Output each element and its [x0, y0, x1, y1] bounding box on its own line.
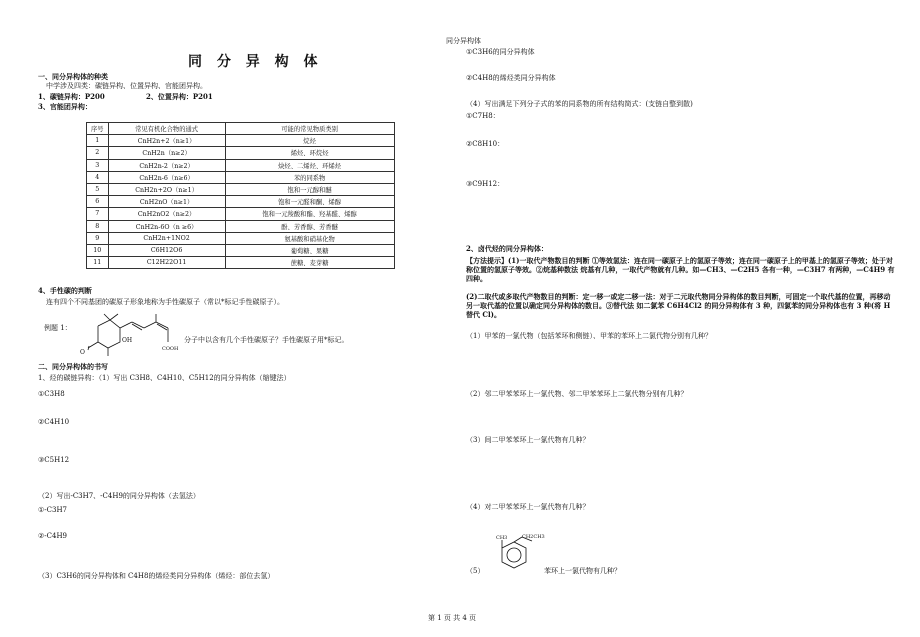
page-footer: 第 1 页 共 4 页: [428, 614, 477, 622]
table-cell: 烯烃、环烷烃: [225, 147, 394, 159]
table-header: 常见有机化合物的通式: [108, 123, 225, 135]
question-text: 1、烃的碳链异构：（1）写出 C3H8、C4H10、C5H12的同分异构体（缩键法）: [38, 374, 291, 382]
table-cell: CnH2n+1NO2: [108, 232, 225, 244]
question-item: ①C7H8：: [466, 112, 500, 120]
question-text: （3）间二甲苯苯环上一氯代物有几种？: [466, 436, 590, 444]
benzene-structure: [486, 534, 546, 582]
table-row: [87, 147, 395, 159]
question-text: （2）邻二甲苯苯环上一氯代物、邻二甲苯苯环上二氯代物分别有几种？: [466, 390, 688, 398]
table-row: [87, 135, 395, 147]
item-chiral: 4、手性碳的判断: [38, 286, 92, 295]
table-cell: 7: [87, 208, 109, 220]
table-cell: CnH2n+2（n≥1）: [108, 135, 225, 147]
example-label: 例题 1：: [44, 324, 72, 332]
table-cell: 8: [87, 220, 109, 232]
table-cell: 饱和一元醛和酮、烯醇: [225, 196, 394, 208]
table-cell: CnH2n-6O（n ≥6）: [108, 220, 225, 232]
table-cell: 蔗糖、麦芽糖: [225, 257, 394, 269]
question-item: ②C8H10：: [466, 140, 505, 148]
question-text: （4）写出满足下列分子式的苯的同系物的所有结构简式：(支链自整到散): [466, 100, 693, 108]
section-heading: 一、同分异构体的种类: [38, 72, 108, 81]
table-row: [87, 208, 395, 220]
item-position: 2、位置异构：P201: [146, 92, 213, 101]
chiral-text: 连有四个不同基团的碳原子形象地称为手性碳原子（常以*标记手性碳原子）。: [46, 298, 284, 306]
table-row: [87, 257, 395, 269]
table-cell: CnH2nO2（n≥2）: [108, 208, 225, 220]
table-row: [87, 232, 395, 244]
table-row: [87, 196, 395, 208]
question-item: ①C3H6的同分异构体: [466, 48, 535, 56]
question-text: （2）写出-C3H7、-C4H9的同分异构体（去氢法）: [38, 492, 200, 500]
svg-text:OH: OH: [122, 337, 133, 344]
table-header-row: [87, 123, 395, 135]
item-functional-group: 3、官能团异构：: [38, 102, 92, 111]
table-row: [87, 159, 395, 171]
svg-text:O: O: [80, 349, 85, 356]
question-text: （4）对二甲苯苯环上一氯代物有几种？: [466, 503, 590, 511]
table-cell: 10: [87, 244, 109, 256]
table-cell: 2: [87, 147, 109, 159]
table-cell: C6H12O6: [108, 244, 225, 256]
table-cell: CnH2n（n≥2）: [108, 147, 225, 159]
molecule-structure: [78, 312, 186, 362]
page-title: 同 分 异 构 体: [188, 54, 323, 70]
table-cell: 4: [87, 171, 109, 183]
table-cell: 烷烃: [225, 135, 394, 147]
table-cell: 1: [87, 135, 109, 147]
table-header: 序号: [87, 123, 109, 135]
table-cell: CnH2n-6（n≥6）: [108, 171, 225, 183]
formula-table: [86, 122, 395, 269]
table-row: [87, 244, 395, 256]
example-question: 分子中以含有几个手性碳原子？手性碳原子用*标记。: [184, 336, 349, 344]
table-cell: 5: [87, 183, 109, 195]
table-cell: 葡萄糖、果糖: [225, 244, 394, 256]
table-cell: CnH2n+2O（n≥1）: [108, 183, 225, 195]
section-heading: 2、卤代烃的同分异构体：: [466, 244, 548, 253]
table-cell: 酚、芳香醇、芳香醚: [225, 220, 394, 232]
table-cell: 11: [87, 257, 109, 269]
table-cell: 6: [87, 196, 109, 208]
question-item: ①C3H8: [38, 390, 65, 398]
intro-text: 中学涉及四类：碳链异构、位置异构、官能团异构。: [46, 82, 207, 90]
question-number: （5）: [466, 567, 485, 575]
svg-text:CH2CH3: CH2CH3: [522, 534, 545, 540]
question-text: （1）甲苯的一氯代物（包括苯环和侧链）、甲苯的苯环上二氯代物分别有几种？: [466, 332, 712, 340]
item-carbon-chain: 1、碳链异构：P200: [38, 92, 105, 101]
question-item: ①-C3H7: [38, 506, 68, 514]
table-cell: 氨基酸和硝基化物: [225, 232, 394, 244]
method-tip: 【方法提示】(1)一取代产物数目的判断 ①等效氢法：连在同一碳原子上的氢原子等效；连在同一碳原子上的甲基上的氢原子等效；处于对称位置的氢原子等效。②烷基种数法 烷基有几种，一取代产物就有几种。如—CH3、—C2H5 各有一种，—C3H7 有两种，—C4H9 有四种。: [466, 256, 895, 283]
svg-text:COOH: COOH: [162, 346, 179, 352]
table-cell: C12H22O11: [108, 257, 225, 269]
section-heading: 二、同分异构体的书写: [38, 362, 108, 371]
table-row: [87, 183, 395, 195]
question-item: ②C4H10: [38, 418, 70, 426]
table-cell: 饱和一元醇和醚: [225, 183, 394, 195]
table-cell: CnH2n-2（n≥2）: [108, 159, 225, 171]
method-tip-2: (2)二取代或多取代产物数目的判断：定一移一或定二移一法：对于二元取代物同分异构体的数目判断，可固定一个取代基的位置，再移动另一取代基的位置以确定同分异构体的数目。③替代法 如二氯苯 C6H4Cl2 的同分异构体有 3 种，四氯苯的同分异构体也有 3 种(将 H 替代 Cl)。: [466, 292, 891, 319]
table-header: 可能的常见物质类别: [225, 123, 394, 135]
table-cell: 3: [87, 159, 109, 171]
table-cell: 饱和一元羧酸和酯、羟基醛、烯醇: [225, 208, 394, 220]
question-text: 苯环上一氯代物有几种？: [544, 567, 621, 575]
table-cell: 9: [87, 232, 109, 244]
table-row: [87, 171, 395, 183]
question-item: ②-C4H9: [38, 532, 68, 540]
table-row: [87, 220, 395, 232]
question-item: ②C4H8的烯烃类同分异构体: [466, 74, 556, 82]
question-text: （3）C3H6的同分异构体和 C4H8的烯烃类同分异构体（烯烃：部位去氢）: [38, 572, 275, 580]
table-cell: CnH2nO（n≥1）: [108, 196, 225, 208]
table-cell: 苯的同系物: [225, 171, 394, 183]
page-header: 同分异构体: [446, 37, 481, 45]
question-item: ③C5H12: [38, 456, 70, 464]
question-item: ③C9H12：: [466, 180, 505, 188]
svg-text:CH3: CH3: [496, 535, 508, 541]
table-cell: 炔烃、二烯烃、环烯烃: [225, 159, 394, 171]
